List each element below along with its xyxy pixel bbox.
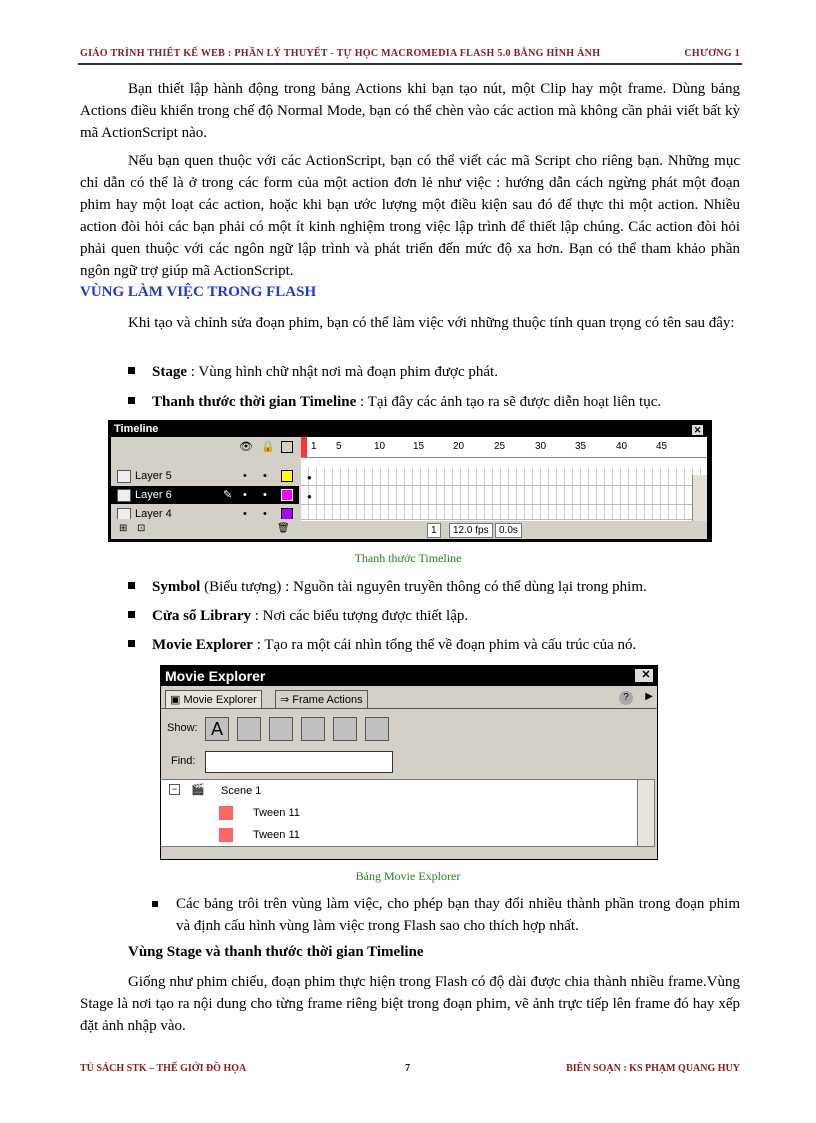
eye-icon[interactable]: 👁 [239, 440, 253, 453]
customize-button[interactable] [365, 717, 389, 741]
show-frames-button[interactable] [333, 717, 357, 741]
footer-author: BIÊN SOẠN : KS PHẠM QUANG HUY [566, 1063, 740, 1074]
header-rule [78, 63, 742, 65]
collapse-icon[interactable]: − [169, 784, 180, 795]
paragraph-1: Bạn thiết lập hành động trong bảng Actions khi bạn tạo nút, một Clip hay một frame. Dùng bảng Actions điều khiển trong chế độ Normal Mode, bạn có thể chèn vào các action mà không cần phải viết bất kỳ mã ActionScript nào. [80, 81, 740, 141]
header-chapter: CHƯƠNG 1 [684, 48, 740, 59]
tree-item[interactable]: Tween 11 [253, 807, 300, 819]
layer-icon [117, 508, 131, 519]
explorer-caption: Bảng Movie Explorer [355, 869, 461, 883]
footer-left: TỦ SÁCH STK – THẾ GIỚI ĐỒ HỌA [80, 1063, 247, 1074]
scene-icon: 🎬 [191, 784, 205, 796]
paragraph-2: Nếu bạn quen thuộc với các ActionScript, bạn có thể viết các mã Script cho riêng bạn. Những mục chỉ dẫn có thể là ở trong các form của một action đơn lẻ như việc : hướng dẫn cách ngừng phát một đoạn phim hay một loạt các action, hoặc khi bạn ước lượng một điều kiện sau đó để thực thi một action. Nhiều action đòi hỏi các bạn phải có một ít kinh nghiệm trong việc lập trình để thiết lập chúng. Các action đòi hỏi phải quen thuộc với các ngôn ngữ lập trình và phát triển đến mức độ xa hơn. Bạn có thể tham khảo phần ngôn ngữ trợ giúp mã ActionScript. [80, 153, 740, 279]
bullet-symbol: Symbol (Biểu tượng) : Nguồn tài nguyên truyền thông có thể dùng lại trong phim. [128, 576, 647, 598]
page-header [80, 48, 740, 59]
paragraph-3: Khi tạo và chỉnh sửa đoạn phim, bạn có thể làm việc với những thuộc tính quan trọng có tên sau đây: [128, 315, 735, 331]
frame-ruler[interactable]: 1 5 10 15 20 25 30 35 40 45 [301, 437, 707, 458]
close-icon[interactable]: ✕ [635, 669, 653, 682]
close-icon[interactable]: ✕ [693, 425, 702, 435]
layer-row[interactable]: Layer 4 • • [111, 505, 299, 519]
timeline-scrollbar[interactable] [692, 475, 707, 521]
fps-field: 12.0 fps [449, 523, 493, 538]
timeline-caption: Thanh thước Timeline [354, 551, 462, 565]
help-icon[interactable]: ? [619, 691, 633, 705]
subsection-heading: Vùng Stage và thanh thước thời gian Timeline [128, 944, 424, 960]
timeline-panel [108, 420, 712, 542]
show-label: Show: [167, 722, 198, 734]
symbol-icon [219, 828, 233, 842]
tab-movie-explorer[interactable]: ▣ Movie Explorer [165, 690, 262, 709]
elapsed-time-field: 0.0s [495, 523, 522, 538]
layer-icon [117, 489, 131, 502]
find-input[interactable] [205, 751, 393, 773]
header-title: GIÁO TRÌNH THIẾT KẾ WEB : PHẦN LÝ THUYẾT - TỰ HỌC MACROMEDIA FLASH 5.0 BẰNG HÌNH ẢNH [80, 48, 601, 59]
explorer-titlebar: Movie Explorer ✕ [161, 666, 657, 686]
tree-item-scene[interactable]: Scene 1 [221, 785, 262, 797]
layer-icon [117, 470, 131, 483]
lock-icon[interactable]: 🔒 [261, 440, 275, 453]
pencil-icon: ✎ [223, 489, 233, 501]
frame-row[interactable] [301, 505, 707, 520]
add-guide-icon[interactable]: ⊡ [137, 523, 146, 534]
layer-row-selected[interactable]: Layer 6 ✎ • • [111, 486, 299, 504]
bullet-timeline: Thanh thước thời gian Timeline : Tại đây các ảnh tạo ra sẽ được diễn hoạt liên tục. [128, 391, 661, 413]
show-actions-button[interactable] [269, 717, 293, 741]
trash-icon[interactable]: 🗑 [277, 523, 290, 534]
timeline-titlebar: Timeline ✕ [111, 423, 707, 436]
timeline-status-bar [111, 521, 707, 539]
page-number: 7 [405, 1063, 410, 1074]
paragraph-4: Giống như phim chiếu, đoạn phim thực hiện trong Flash có độ dài được chia thành nhiều frame.Vùng Stage là nơi tạo ra nội dung cho từng frame riêng biệt trong đoạn phim, vẽ ảnh trực tiếp lên frame đó hay xếp đặt ảnh nhập vào. [80, 974, 740, 1034]
tree-item[interactable]: Tween 11 [253, 829, 300, 841]
layer-toolbar [111, 437, 299, 457]
bullet-movie-explorer: Movie Explorer : Tạo ra một cái nhìn tổng thể về đoạn phim và cấu trúc của nó. [128, 634, 636, 656]
bullet-stage: Stage : Vùng hình chữ nhật nơi mà đoạn phim được phát. [128, 361, 498, 383]
current-frame-field: 1 [427, 523, 441, 538]
add-layer-icon[interactable]: ⊞ [119, 523, 128, 534]
layer-row[interactable]: Layer 5 • • [111, 467, 299, 485]
menu-arrow-icon[interactable]: ▶ [645, 691, 653, 702]
frame-row[interactable]: ● [301, 467, 707, 486]
tab-frame-actions[interactable]: ⇒ Frame Actions [275, 690, 368, 709]
symbol-icon [219, 806, 233, 820]
bullet-library: Cửa sổ Library : Nơi các biểu tượng được thiết lập. [128, 605, 468, 627]
frame-row[interactable]: ● [301, 486, 707, 505]
movie-explorer-panel [160, 665, 658, 860]
explorer-scrollbar[interactable] [637, 779, 655, 847]
find-label: Find: [171, 755, 196, 767]
bullet-floating-panels: Các bảng trôi trên vùng làm việc, cho phép bạn thay đổi nhiều thành phần trong đoạn phim và định cấu hình vùng làm việc trong Flash sao cho thích hợp nhất. [152, 893, 740, 937]
explorer-tree [161, 779, 637, 847]
outline-icon[interactable] [281, 441, 293, 453]
show-video-button[interactable] [301, 717, 325, 741]
section-heading: VÙNG LÀM VIỆC TRONG FLASH [80, 284, 317, 300]
page-footer [80, 1063, 740, 1074]
show-buttons-button[interactable] [237, 717, 261, 741]
show-text-button[interactable]: A [205, 717, 229, 741]
